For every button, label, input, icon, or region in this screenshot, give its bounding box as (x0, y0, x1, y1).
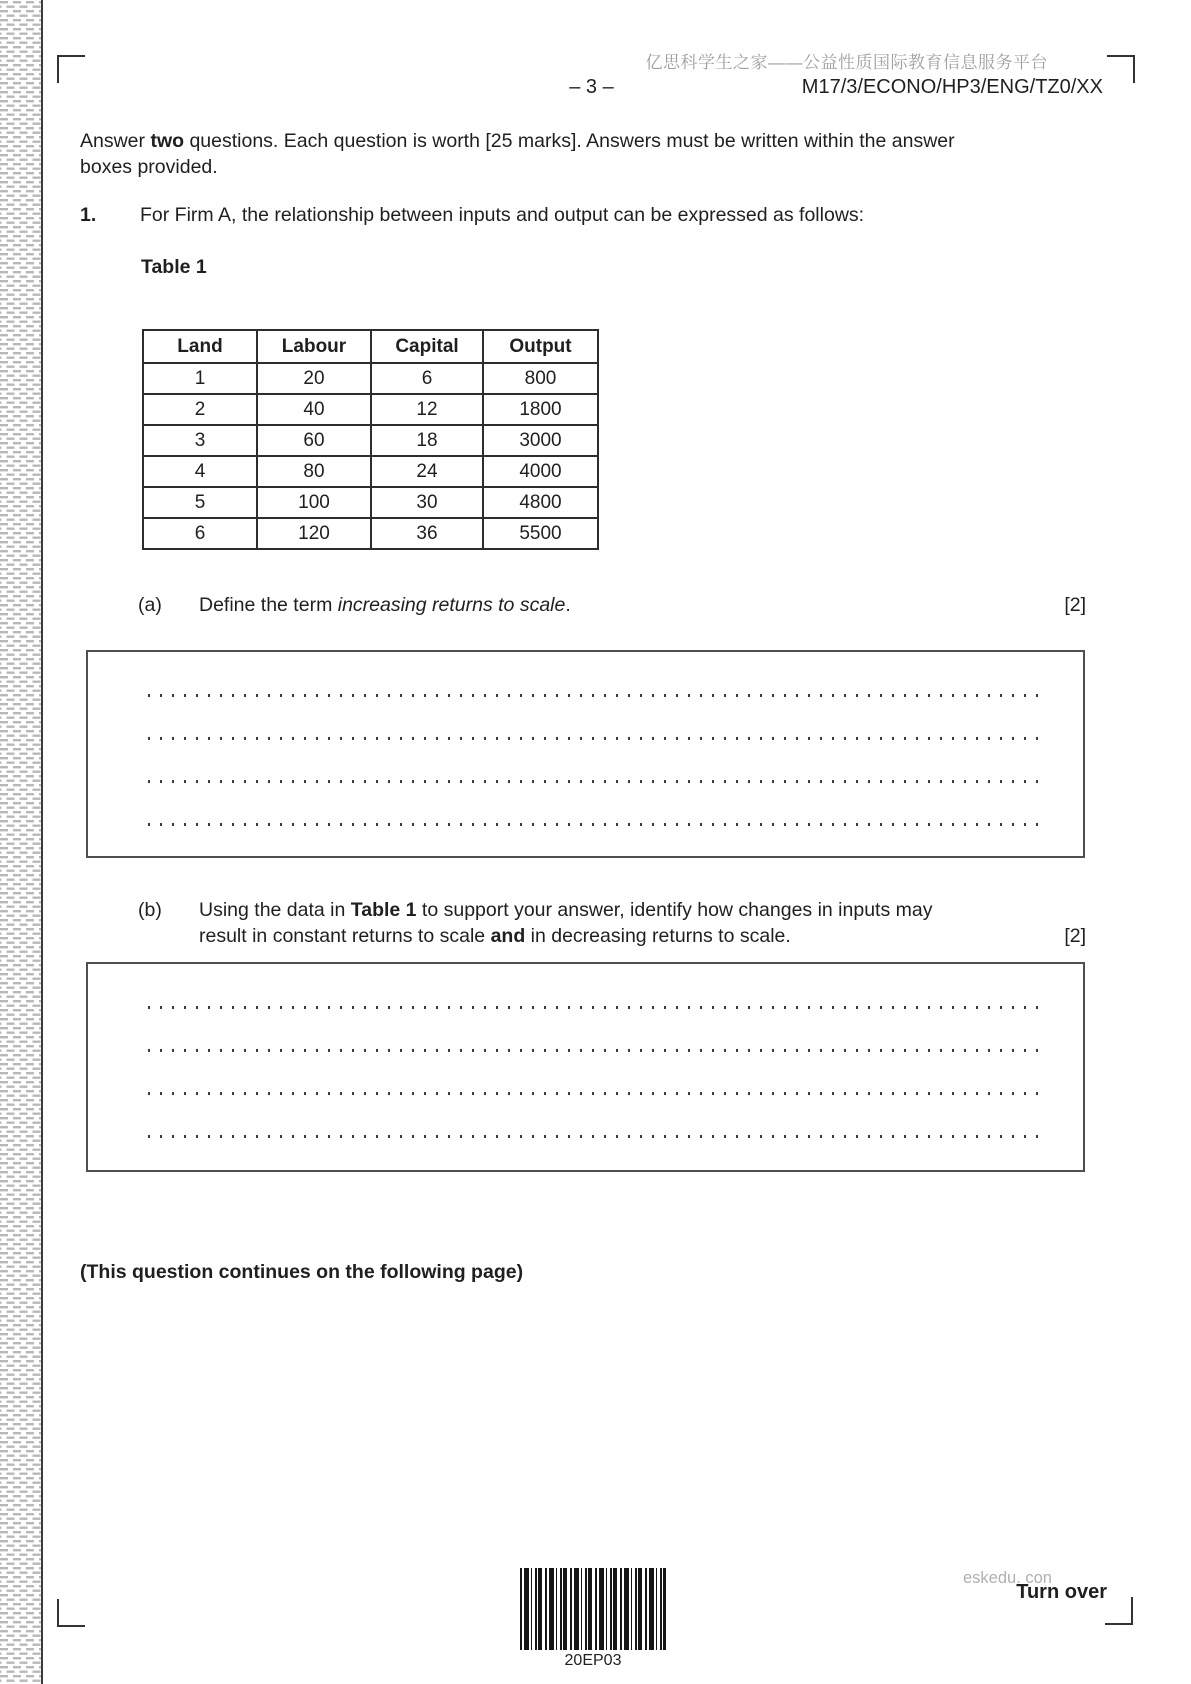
corner-mark-bottom-right (1105, 1597, 1133, 1625)
cell-labour: 100 (257, 487, 371, 518)
cell-capital: 6 (371, 363, 483, 394)
instructions-bold-two: two (150, 130, 185, 152)
column-header-output: Output (483, 330, 598, 363)
answer-box-a[interactable] (86, 650, 1085, 858)
cell-labour: 120 (257, 518, 371, 549)
part-b-seg1: Using the data in (199, 899, 351, 921)
question-1-number: 1. (80, 204, 97, 226)
hatch-pattern (0, 0, 41, 1684)
table-row (143, 456, 598, 487)
cell-land: 6 (143, 518, 257, 549)
turn-over-label: Turn over (1016, 1581, 1107, 1603)
part-b-seg4: in decreasing returns to scale. (525, 925, 791, 947)
table-1-title: Table 1 (141, 256, 207, 278)
table-row (143, 363, 598, 394)
table-row (143, 394, 598, 425)
continuation-note: (This question continues on the following page) (80, 1261, 524, 1283)
cell-output: 5500 (483, 518, 598, 549)
answer-line (148, 1006, 1048, 1009)
cell-capital: 30 (371, 487, 483, 518)
paper-code: M17/3/ECONO/HP3/ENG/TZ0/XX (801, 76, 1103, 98)
table-row (143, 487, 598, 518)
part-b-label: (b) (138, 899, 162, 921)
instructions-seg2: questions. Each question is worth [25 marks]. Answers must be written within the answer (184, 130, 955, 152)
part-a-seg1: Define the term (199, 594, 338, 616)
cell-land: 4 (143, 456, 257, 487)
cell-land: 5 (143, 487, 257, 518)
instructions-line2: boxes provided. (80, 156, 218, 178)
answer-box-b[interactable] (86, 962, 1085, 1172)
table-row (143, 518, 598, 549)
cell-output: 1800 (483, 394, 598, 425)
site-watermark: eskedu. con (963, 1569, 1052, 1587)
part-b-and-bold: and (490, 925, 526, 947)
cell-labour: 20 (257, 363, 371, 394)
question-1 (80, 202, 1086, 228)
cell-land: 1 (143, 363, 257, 394)
table-1 (142, 329, 599, 550)
cell-capital: 36 (371, 518, 483, 549)
table-header-row (143, 330, 598, 363)
answer-line (148, 1092, 1048, 1095)
cell-output: 800 (483, 363, 598, 394)
page-header (80, 76, 1103, 100)
cell-land: 3 (143, 425, 257, 456)
page-number: – 3 – (569, 76, 614, 98)
corner-mark-top-right (1107, 55, 1135, 83)
answer-line (148, 823, 1048, 826)
instructions-text (80, 128, 1086, 180)
cell-land: 2 (143, 394, 257, 425)
instructions-seg1: Answer (80, 130, 151, 152)
column-header-land: Land (143, 330, 257, 363)
part-b-text (199, 897, 1086, 949)
part-b-table-ref-bold: Table 1 (350, 899, 417, 921)
part-a-label: (a) (138, 594, 162, 616)
cell-output: 4000 (483, 456, 598, 487)
corner-mark-bottom-left (57, 1599, 85, 1627)
answer-line (148, 737, 1048, 740)
barcode (520, 1568, 666, 1650)
cell-capital: 18 (371, 425, 483, 456)
part-a-text (199, 592, 1086, 618)
cell-capital: 24 (371, 456, 483, 487)
answer-line (148, 694, 1048, 697)
left-hatch-margin (0, 0, 43, 1684)
answer-line (148, 1049, 1048, 1052)
chinese-watermark: 亿思科学生之家——公益性质国际教育信息服务平台 (645, 53, 1048, 72)
column-header-labour: Labour (257, 330, 371, 363)
column-header-capital: Capital (371, 330, 483, 363)
part-a-seg2: . (565, 594, 571, 616)
part-a-marks: [2] (1064, 594, 1086, 616)
part-b-seg2: to support your answer, identify how changes in inputs may (416, 899, 933, 921)
barcode-label: 20EP03 (564, 1652, 622, 1669)
question-1b (80, 897, 1086, 949)
part-a-term-italic: increasing returns to scale (337, 594, 566, 616)
answer-line (148, 780, 1048, 783)
part-b-seg3: result in constant returns to scale (199, 925, 491, 947)
table-row (143, 425, 598, 456)
cell-output: 3000 (483, 425, 598, 456)
cell-output: 4800 (483, 487, 598, 518)
answer-line (148, 1135, 1048, 1138)
cell-capital: 12 (371, 394, 483, 425)
cell-labour: 60 (257, 425, 371, 456)
cell-labour: 80 (257, 456, 371, 487)
part-b-marks: [2] (1064, 925, 1086, 947)
question-1a (80, 592, 1086, 618)
question-1-text: For Firm A, the relationship between inputs and output can be expressed as follows: (140, 204, 865, 226)
cell-labour: 40 (257, 394, 371, 425)
